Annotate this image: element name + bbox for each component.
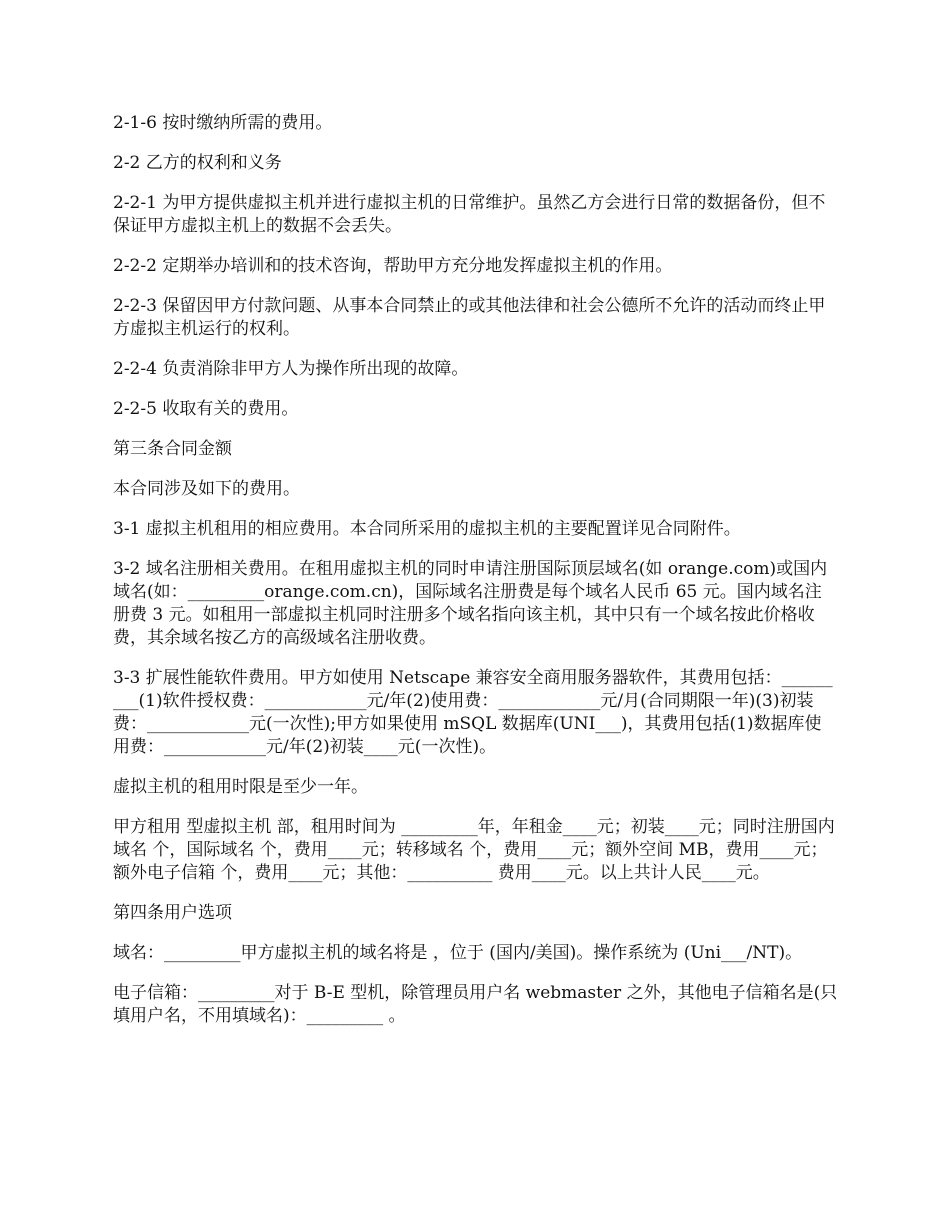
domain-option: 域名：_________甲方虚拟主机的域名将是 ，位于 (国内/美国)。操作系统为 (Uni___/NT)。 (113, 943, 803, 963)
clause-3-1: 3-1 虚拟主机租用的相应费用。本合同所采用的虚拟主机的主要配置详见合同附件。 (113, 519, 741, 539)
article-4-heading: 第四条用户选项 (113, 903, 232, 923)
clause-2-2-1: 2-2-1 为甲方提供虚拟主机并进行虚拟主机的日常维护。虽然乙方会进行日常的数据备份，但不保证甲方虚拟主机上的数据不会丢失。 (113, 193, 826, 236)
clause-2-2-5: 2-2-5 收取有关的费用。 (113, 399, 299, 419)
document-page (113, 112, 838, 1045)
article-3-intro: 本合同涉及如下的费用。 (113, 479, 300, 499)
clause-2-2-3: 2-2-3 保留因甲方付款问题、从事本合同禁止的或其他法律和社会公德所不允许的活动而终止甲方虚拟主机运行的权利。 (113, 296, 826, 339)
email-option: 电子信箱：_________对于 B-E 型机，除管理员用户名 webmaster 之外，其他电子信箱名是(只填用户名，不用填域名)：_________ 。 (113, 983, 838, 1026)
section-heading-2-2: 2-2 乙方的权利和义务 (113, 153, 282, 173)
rental-term-note: 虚拟主机的租用时限是至少一年。 (113, 777, 368, 797)
clause-2-1-6: 2-1-6 按时缴纳所需的费用。 (113, 113, 333, 133)
article-3-heading: 第三条合同金额 (113, 439, 232, 459)
clause-2-2-2: 2-2-2 定期举办培训和的技术咨询，帮助甲方充分地发挥虚拟主机的作用。 (113, 256, 673, 276)
rental-summary: 甲方租用 型虚拟主机 部，租用时间为 _________年，年租金____元；初装____元；同时注册国内域名 个，国际域名 个，费用____元；转移域名 个，费用____元；额外空间 MB，费用____元；额外电子信箱 个，费用____元；其他：__________ 费用____元。以上共计人民____元。 (113, 817, 835, 883)
clause-3-3: 3-3 扩展性能软件费用。甲方如使用 Netscape 兼容安全商用服务器软件，其费用包括：_________(1)软件授权费：____________元/年(2)使用费：____________元/月(合同期限一年)(3)初装费：____________元(一次性);甲方如果使用 mSQL 数据库(UNI___)，其费用包括(1)数据库使用费：____________元/年(2)初装____元(一次性)。 (113, 668, 833, 757)
clause-2-2-4: 2-2-4 负责消除非甲方人为操作所出现的故障。 (113, 359, 469, 379)
clause-3-2: 3-2 域名注册相关费用。在租用虚拟主机的同时申请注册国际顶层域名(如 orange.com)或国内域名(如：_________orange.com.cn)，国际域名注册费是每个域名人民币 65 元。国内域名注册费 3 元。如租用一部虚拟主机同时注册多个域名指向该主机，其中只有一个域名按此价格收费，其余域名按乙方的高级域名注册收费。 (113, 559, 828, 648)
